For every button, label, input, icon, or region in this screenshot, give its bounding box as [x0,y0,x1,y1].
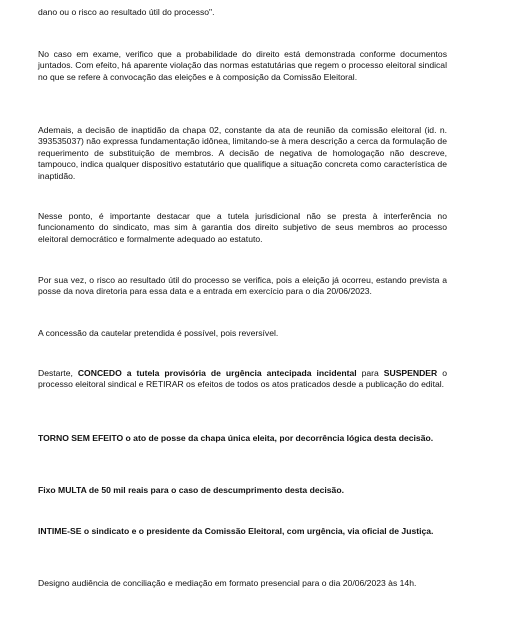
paragraph-intime-se: INTIME-SE o sindicato e o presidente da Comissão Eleitoral, com urgência, via oficial de Justiça. [38,526,434,536]
paragraph-inaptidao-chapa: Ademais, a decisão de inaptidão da chapa 02, constante da ata de reunião da comissão eleitoral (id. n. 393535037) não expressa fundamentação idônea, limitando-se à mera descrição a cerca da formulação de requerimento de substituição de membros. A decisão de negativa de homologação não descreve, tampouco, indica qualquer dispositivo estatutário que qualifique a situação concreta como característica de inaptidão. [38,125,447,181]
decisao-text-2: para [356,368,384,378]
paragraph-tutela-jurisdicional: Nesse ponto, é importante destacar que a tutela jurisdicional não se presta à interferência no funcionamento do sindicato, mas sim à garantia dos direito subjetivo de seus membros ao processo eleitoral democrático e formalmente adequado ao estatuto. [38,211,447,244]
paragraph-continuation: dano ou o risco ao resultado útil do processo". [38,7,215,17]
paragraph-designo-audiencia: Designo audiência de conciliação e mediação em formato presencial para o dia 20/06/2023 às 14h. [38,578,417,588]
paragraph-risco-resultado: Por sua vez, o risco ao resultado útil do processo se verifica, pois a eleição já ocorreu, estando prevista a posse da nova diretoria para essa data e a entrada em exercício para o dia 20/06/2023. [38,275,447,297]
paragraph-torno-sem-efeito: TORNO SEM EFEITO o ato de posse da chapa única eleita, por decorrência lógica desta decisão. [38,433,434,443]
decisao-bold-suspender: SUSPENDER [383,368,438,378]
paragraph-fixo-multa: Fixo MULTA de 50 mil reais para o caso de descumprimento desta decisão. [38,485,344,495]
paragraph-decisao-concedo [38,368,447,391]
decisao-text-1: Destarte, [38,368,78,378]
paragraph-probabilidade-direito: No caso em exame, verifico que a probabilidade do direito está demonstrada conforme documentos juntados. Com efeito, há aparente violação das normas estatutárias que regem o processo eleitoral sindical no que se refere à convocação das eleições e à composição da Comissão Eleitoral. [38,49,447,82]
paragraph-concessao-cautelar: A concessão da cautelar pretendida é possível, pois reversível. [38,328,279,338]
decisao-text-3: o processo eleitoral sindical e RETIRAR os efeitos de todos os atos praticados desde a publicação do edital. [38,368,447,390]
decisao-bold-concedo: CONCEDO a tutela provisória de urgência antecipada incidental [77,368,357,378]
